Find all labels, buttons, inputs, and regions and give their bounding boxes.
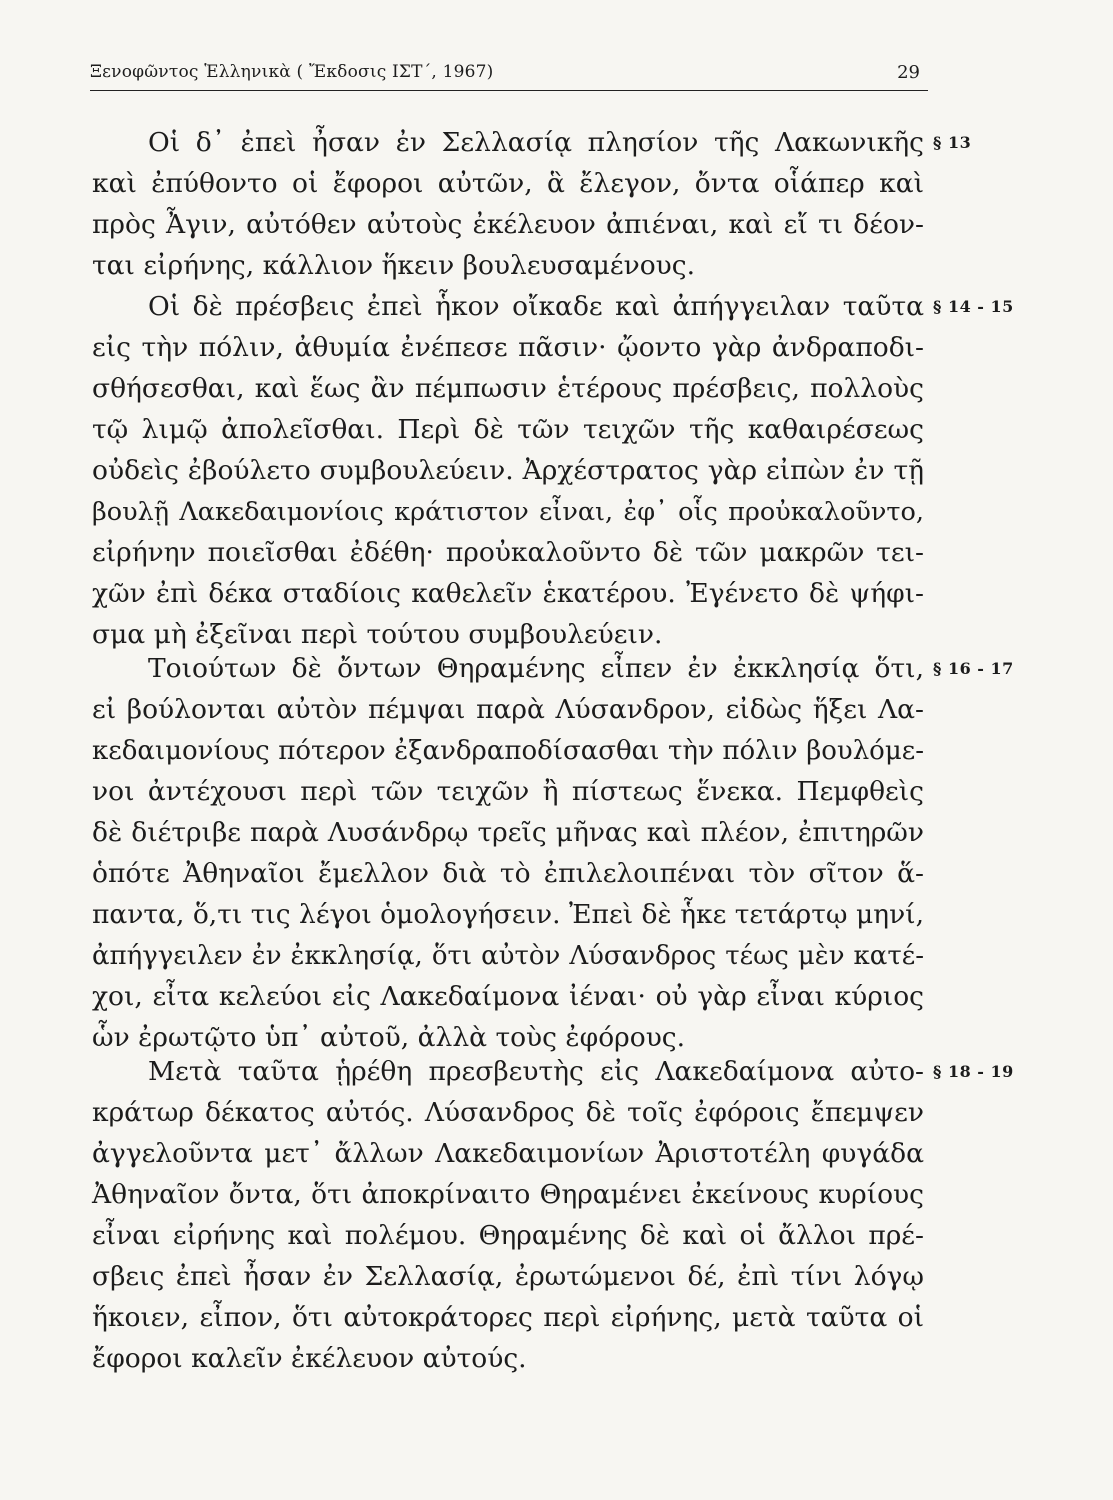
header-title: Ξενοφῶντος Ἑλληνικὰ ( Ἔκδοσις ΙΣΤ΄, 1967) xyxy=(90,62,494,82)
section-marker: § 13 xyxy=(933,133,972,152)
text-line: σβεις ἐπεὶ ἦσαν ἐν Σελλασίᾳ, ἐρωτώμενοι δέ, ἐπὶ τίνι λόγῳ xyxy=(92,1261,924,1292)
text-line: ἀγγελοῦντα μετ᾿ ἄλλων Λακεδαιμονίων Ἀριστοτέλη φυγάδα xyxy=(92,1138,924,1169)
text-line: δὲ διέτριβε παρὰ Λυσάνδρῳ τρεῖς μῆνας καὶ πλέον, ἐπιτηρῶν xyxy=(92,817,924,848)
text-line: βουλῇ Λακεδαιμονίοις κράτιστον εἶναι, ἐφ᾿ οἷς προὐκαλοῦντο, xyxy=(92,497,924,527)
section-marker: § 18 - 19 xyxy=(933,1062,1014,1081)
text-line: οὐδεὶς ἐβούλετο συμβουλεύειν. Ἀρχέστρατος γὰρ εἰπὼν ἐν τῇ xyxy=(92,455,924,486)
text-line: πρὸς Ἆγιν, αὐτόθεν αὐτοὺς ἐκέλευον ἀπιέναι, καὶ εἴ τι δέον- xyxy=(92,209,924,240)
text-line: ἔφοροι καλεῖν ἐκέλευον αὐτούς. xyxy=(92,1343,527,1374)
text-line: ἥκοιεν, εἶπον, ὅτι αὐτοκράτορες περὶ εἰρήνης, μετὰ ταῦτα οἱ xyxy=(92,1302,924,1333)
section-marker: § 16 - 17 xyxy=(933,659,1014,678)
text-line: Οἱ δ᾿ ἐπεὶ ἦσαν ἐν Σελλασίᾳ πλησίον τῆς Λακωνικῆς xyxy=(148,127,924,158)
text-line: καὶ ἐπύθοντο οἱ ἔφοροι αὐτῶν, ἃ ἔλεγον, ὄντα οἷάπερ καὶ xyxy=(92,168,924,199)
text-line: παντα, ὅ,τι τις λέγοι ὁμολογήσειν. Ἐπεὶ δὲ ἧκε τετάρτῳ μηνί, xyxy=(92,899,924,930)
text-line: Ἀθηναῖον ὄντα, ὅτι ἀποκρίναιτο Θηραμένει ἐκείνους κυρίους xyxy=(92,1179,924,1210)
section-marker: § 14 - 15 xyxy=(933,297,1014,316)
text-line: κεδαιμονίους πότερον ἐξανδραποδίσασθαι τὴν πόλιν βουλόμε- xyxy=(92,736,924,766)
text-line: χῶν ἐπὶ δέκα σταδίοις καθελεῖν ἑκατέρου. Ἐγένετο δὲ ψήφι- xyxy=(92,578,924,609)
text-line: Οἱ δὲ πρέσβεις ἐπεὶ ἧκον οἴκαδε καὶ ἀπήγγειλαν ταῦτα xyxy=(148,291,924,322)
text-line: ται εἰρήνης, κάλλιον ἥκειν βουλευσαμένους. xyxy=(92,250,696,281)
text-line: Μετὰ ταῦτα ᾑρέθη πρεσβευτὴς εἰς Λακεδαίμονα αὐτο- xyxy=(148,1056,924,1087)
text-line: εἰ βούλονται αὐτὸν πέμψαι παρὰ Λύσανδρον, εἰδὼς ἥξει Λα- xyxy=(92,694,924,725)
page-number: 29 xyxy=(897,62,920,83)
text-line: εἶναι εἰρήνης καὶ πολέμου. Θηραμένης δὲ καὶ οἱ ἄλλοι πρέ- xyxy=(92,1220,924,1251)
running-header xyxy=(90,58,928,91)
text-line: Τοιούτων δὲ ὄντων Θηραμένης εἶπεν ἐν ἐκκλησίᾳ ὅτι, xyxy=(148,653,924,684)
text-line: εἰς τὴν πόλιν, ἀθυμία ἐνέπεσε πᾶσιν· ᾤοντο γὰρ ἀνδραποδι- xyxy=(92,332,924,363)
text-line: νοι ἀντέχουσι περὶ τῶν τειχῶν ἢ πίστεως ἕνεκα. Πεμφθεὶς xyxy=(92,776,924,807)
text-line: ἀπήγγειλεν ἐν ἐκκλησίᾳ, ὅτι αὐτὸν Λύσανδρος τέως μὲν κατέ- xyxy=(92,941,924,971)
text-line: σθήσεσθαι, καὶ ἕως ἂν πέμπωσιν ἑτέρους πρέσβεις, πολλοὺς xyxy=(92,373,924,404)
text-line: σμα μὴ ἐξεῖναι περὶ τούτου συμβουλεύειν. xyxy=(92,619,663,650)
text-line: ὁπότε Ἀθηναῖοι ἔμελλον διὰ τὸ ἐπιλελοιπέναι τὸν σῖτον ἅ- xyxy=(92,858,924,889)
text-line: τῷ λιμῷ ἀπολεῖσθαι. Περὶ δὲ τῶν τειχῶν τῆς καθαιρέσεως xyxy=(92,414,924,445)
text-line: κράτωρ δέκατος αὐτός. Λύσανδρος δὲ τοῖς ἐφόροις ἔπεμψεν xyxy=(92,1097,924,1128)
text-line: χοι, εἶτα κελεύοι εἰς Λακεδαίμονα ἰέναι· οὐ γὰρ εἶναι κύριος xyxy=(92,981,924,1012)
text-line: εἰρήνην ποιεῖσθαι ἐδέθη· προὐκαλοῦντο δὲ τῶν μακρῶν τει- xyxy=(92,537,924,568)
text-line: ὧν ἐρωτῷτο ὑπ᾿ αὐτοῦ, ἀλλὰ τοὺς ἐφόρους. xyxy=(92,1022,686,1053)
